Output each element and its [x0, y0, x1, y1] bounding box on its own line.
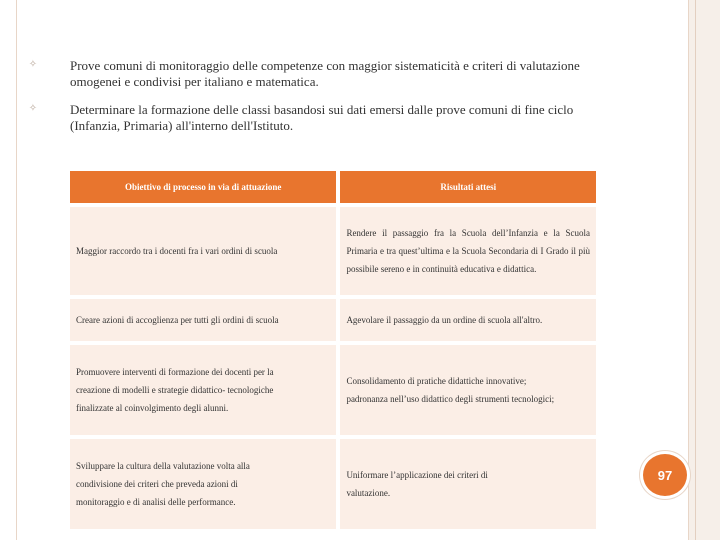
objective-text: Sviluppare la cultura della valutazione volta alla — [76, 461, 250, 471]
page-number-badge — [640, 451, 690, 499]
results-text: Agevolare il passaggio da un ordine di scuola all'altro. — [346, 315, 543, 325]
objective-cell — [70, 345, 336, 435]
bullet-text: Determinare la formazione delle classi basandosi sui dati emersi dalle prove comuni di fine ciclo (Infanzia, Primaria) all'interno dell'Istituto. — [70, 102, 574, 133]
results-cell — [340, 207, 596, 295]
bullet-item — [28, 102, 608, 134]
bullet-text: Prove comuni di monitoraggio delle competenze con maggior sistematicità e criteri di valutazione omogenei e condivisi per italiano e matematica. — [70, 58, 580, 89]
objective-cell — [70, 207, 336, 295]
left-margin-rule — [16, 0, 17, 540]
objective-text: finalizzate al coinvolgimento degli alunni. — [76, 403, 229, 413]
table-row — [70, 439, 596, 529]
results-text: Rendere il passaggio fra la Scuola dell’Infanzia e la Scuola Primaria e tra quest’ultima e la Scuola Secondaria di I Grado il più possibile sereno e in continuità educativa e didattica. — [346, 228, 590, 274]
results-text: Consolidamento di pratiche didattiche innovative; — [346, 376, 527, 386]
objective-text: condivisione dei criteri che preveda azioni di — [76, 479, 238, 489]
header-results: Risultati attesi — [340, 171, 596, 203]
results-text: padronanza nell’uso didattico degli strumenti tecnologici; — [346, 394, 555, 404]
page-number: 97 — [657, 467, 673, 483]
objective-cell — [70, 299, 336, 341]
results-cell — [340, 345, 596, 435]
bullet-icon: ✧ — [28, 103, 38, 114]
objective-text: creazione di modelli e strategie didattico- tecnologiche — [76, 385, 274, 395]
objectives-table — [66, 167, 600, 533]
results-cell — [340, 439, 596, 529]
table-row — [70, 345, 596, 435]
table-header-row — [70, 171, 596, 203]
header-objective: Obiettivo di processo in via di attuazione — [70, 171, 336, 203]
bullet-item — [28, 58, 608, 90]
results-text: valutazione. — [346, 488, 391, 498]
bullet-icon: ✧ — [28, 59, 38, 70]
results-text: Uniformare l’applicazione dei criteri di — [346, 470, 488, 480]
bullet-list — [28, 58, 608, 146]
table-row — [70, 207, 596, 295]
objective-text: monitoraggio e di analisi delle performance. — [76, 497, 236, 507]
objective-text: Promuovere interventi di formazione dei docenti per la — [76, 367, 274, 377]
table-row — [70, 299, 596, 341]
right-border-line — [695, 0, 696, 540]
results-cell — [340, 299, 596, 341]
right-decorative-border — [688, 0, 720, 540]
objective-text: Maggior raccordo tra i docenti fra i vari ordini di scuola — [76, 246, 278, 256]
objective-text: Creare azioni di accoglienza per tutti gli ordini di scuola — [76, 315, 279, 325]
objective-cell — [70, 439, 336, 529]
